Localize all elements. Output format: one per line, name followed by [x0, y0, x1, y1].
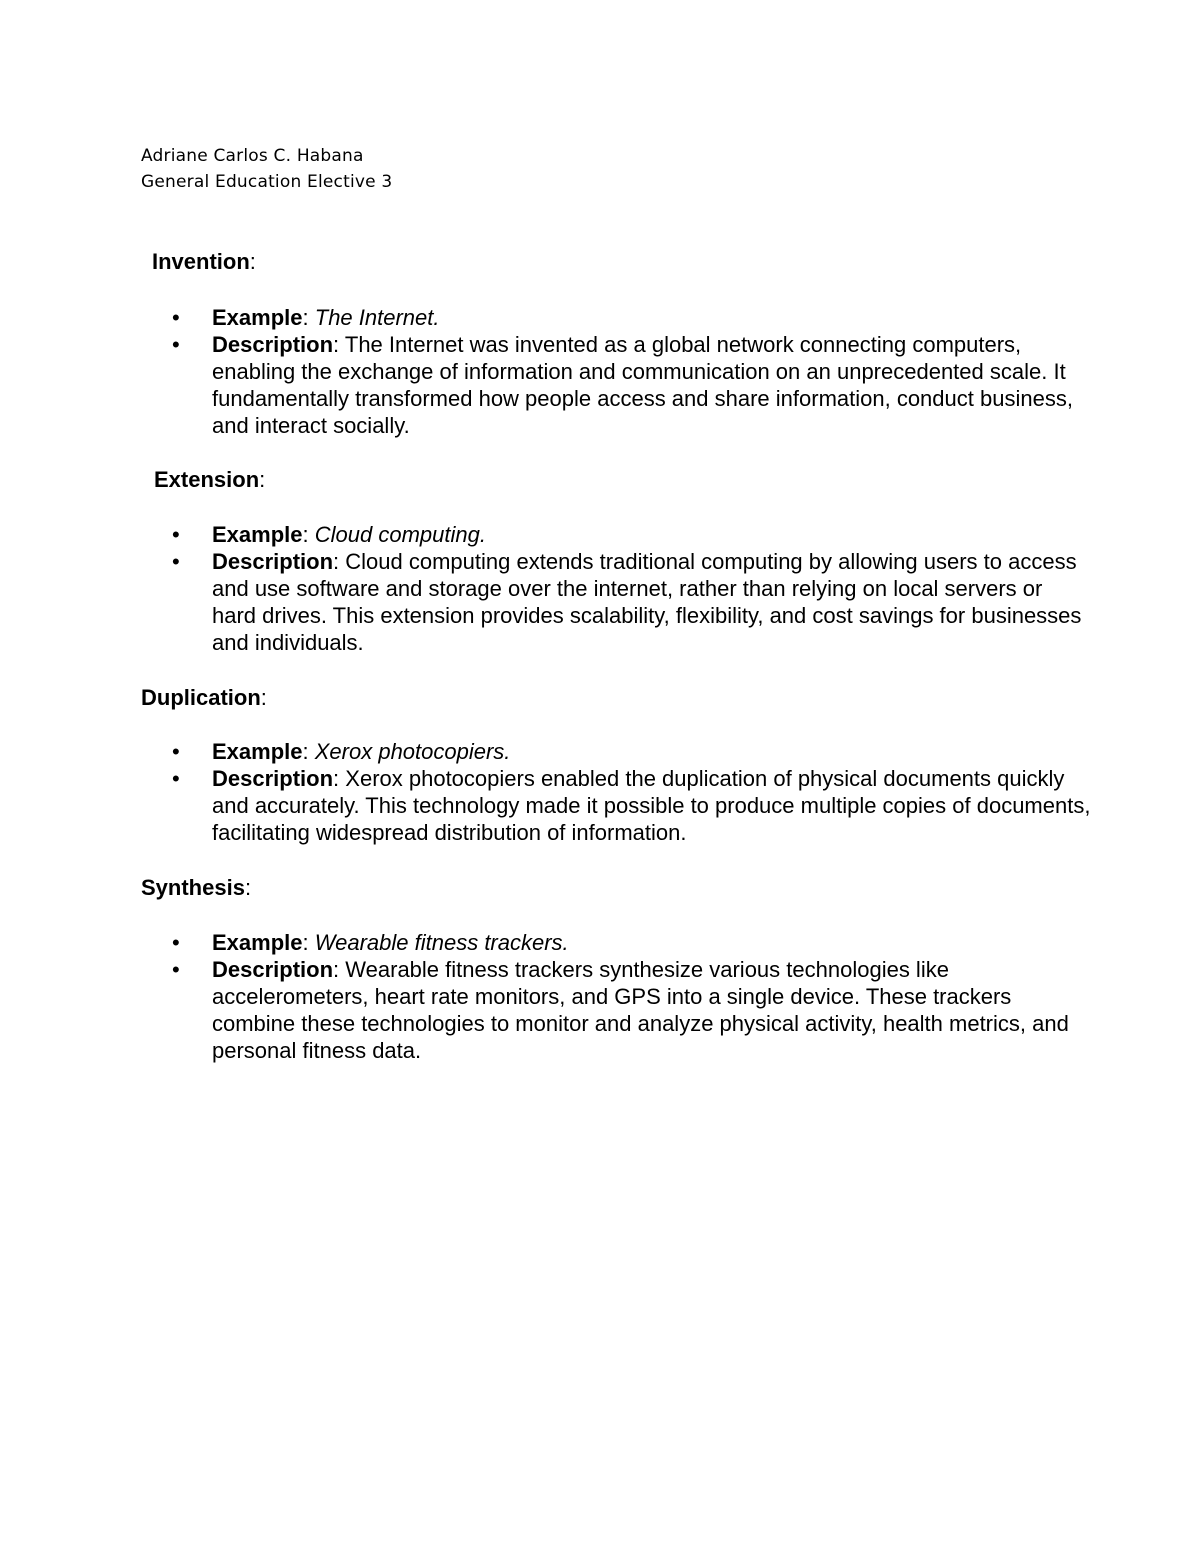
bullet-icon: •	[172, 332, 180, 357]
bullet-icon: •	[172, 930, 180, 955]
section-title-extension	[154, 466, 265, 494]
label-colon: :	[333, 549, 340, 574]
example-label: Example	[212, 305, 303, 330]
bullet-icon: •	[172, 957, 180, 982]
example-line	[212, 304, 1092, 331]
label-colon: :	[302, 522, 309, 547]
section-title-colon: :	[249, 249, 256, 274]
description-paragraph	[212, 331, 1092, 439]
description-text: Cloud computing extends traditional computing by allowing users to access and use software and storage over the internet, rather than relying on local servers or hard drives. This extension provides scalability, flexibility, and cost savings for businesses and individuals.	[212, 549, 1082, 655]
label-colon: :	[302, 739, 309, 764]
example-value: Wearable fitness trackers.	[314, 930, 569, 955]
description-paragraph	[212, 548, 1092, 656]
bullet-icon: •	[172, 766, 180, 791]
section-title-duplication	[141, 684, 267, 712]
label-colon: :	[333, 957, 340, 982]
section-title-colon: :	[259, 467, 266, 492]
example-label: Example	[212, 739, 303, 764]
section-title-colon: :	[260, 685, 267, 710]
bullet-icon: •	[172, 305, 180, 330]
label-colon: :	[302, 930, 309, 955]
example-value: Xerox photocopiers.	[314, 739, 511, 764]
description-text: Wearable fitness trackers synthesize various technologies like accelerometers, heart rate monitors, and GPS into a single device. These trackers combine these technologies to monitor and analyze physical activity, health metrics, and personal fitness data.	[212, 957, 1069, 1063]
example-label: Example	[212, 930, 303, 955]
description-label: Description	[212, 549, 334, 574]
label-colon: :	[333, 766, 340, 791]
description-label: Description	[212, 957, 334, 982]
bullet-icon: •	[172, 739, 180, 764]
description-label: Description	[212, 332, 334, 357]
section-title-text: Extension	[154, 467, 260, 492]
section-title-synthesis	[141, 874, 251, 902]
label-colon: :	[302, 305, 309, 330]
description-label: Description	[212, 766, 334, 791]
example-value: The Internet.	[314, 305, 440, 330]
author-name: Adriane Carlos C. Habana	[141, 146, 364, 166]
example-label: Example	[212, 522, 303, 547]
section-title-text: Duplication	[141, 685, 261, 710]
section-title-text: Synthesis	[141, 875, 245, 900]
description-text: Xerox photocopiers enabled the duplication of physical documents quickly and accurately. This technology made it possible to produce multiple copies of documents, facilitating widespread distribution of information.	[212, 766, 1091, 845]
description-paragraph	[212, 956, 1092, 1064]
example-line	[212, 929, 1092, 956]
section-title-colon: :	[244, 875, 252, 900]
course-name: General Education Elective 3	[141, 172, 393, 192]
section-title-invention	[152, 248, 256, 276]
section-title-text: Invention	[152, 249, 250, 274]
example-line	[212, 738, 1092, 765]
bullet-icon: •	[172, 549, 180, 574]
description-text: The Internet was invented as a global network connecting computers, enabling the exchange of information and communication on an unprecedented scale. It fundamentally transformed how people access and share information, conduct business, and interact socially.	[212, 332, 1073, 438]
example-value: Cloud computing.	[314, 522, 486, 547]
bullet-icon: •	[172, 522, 180, 547]
label-colon: :	[333, 332, 340, 357]
example-line	[212, 521, 1092, 548]
description-paragraph	[212, 765, 1092, 846]
